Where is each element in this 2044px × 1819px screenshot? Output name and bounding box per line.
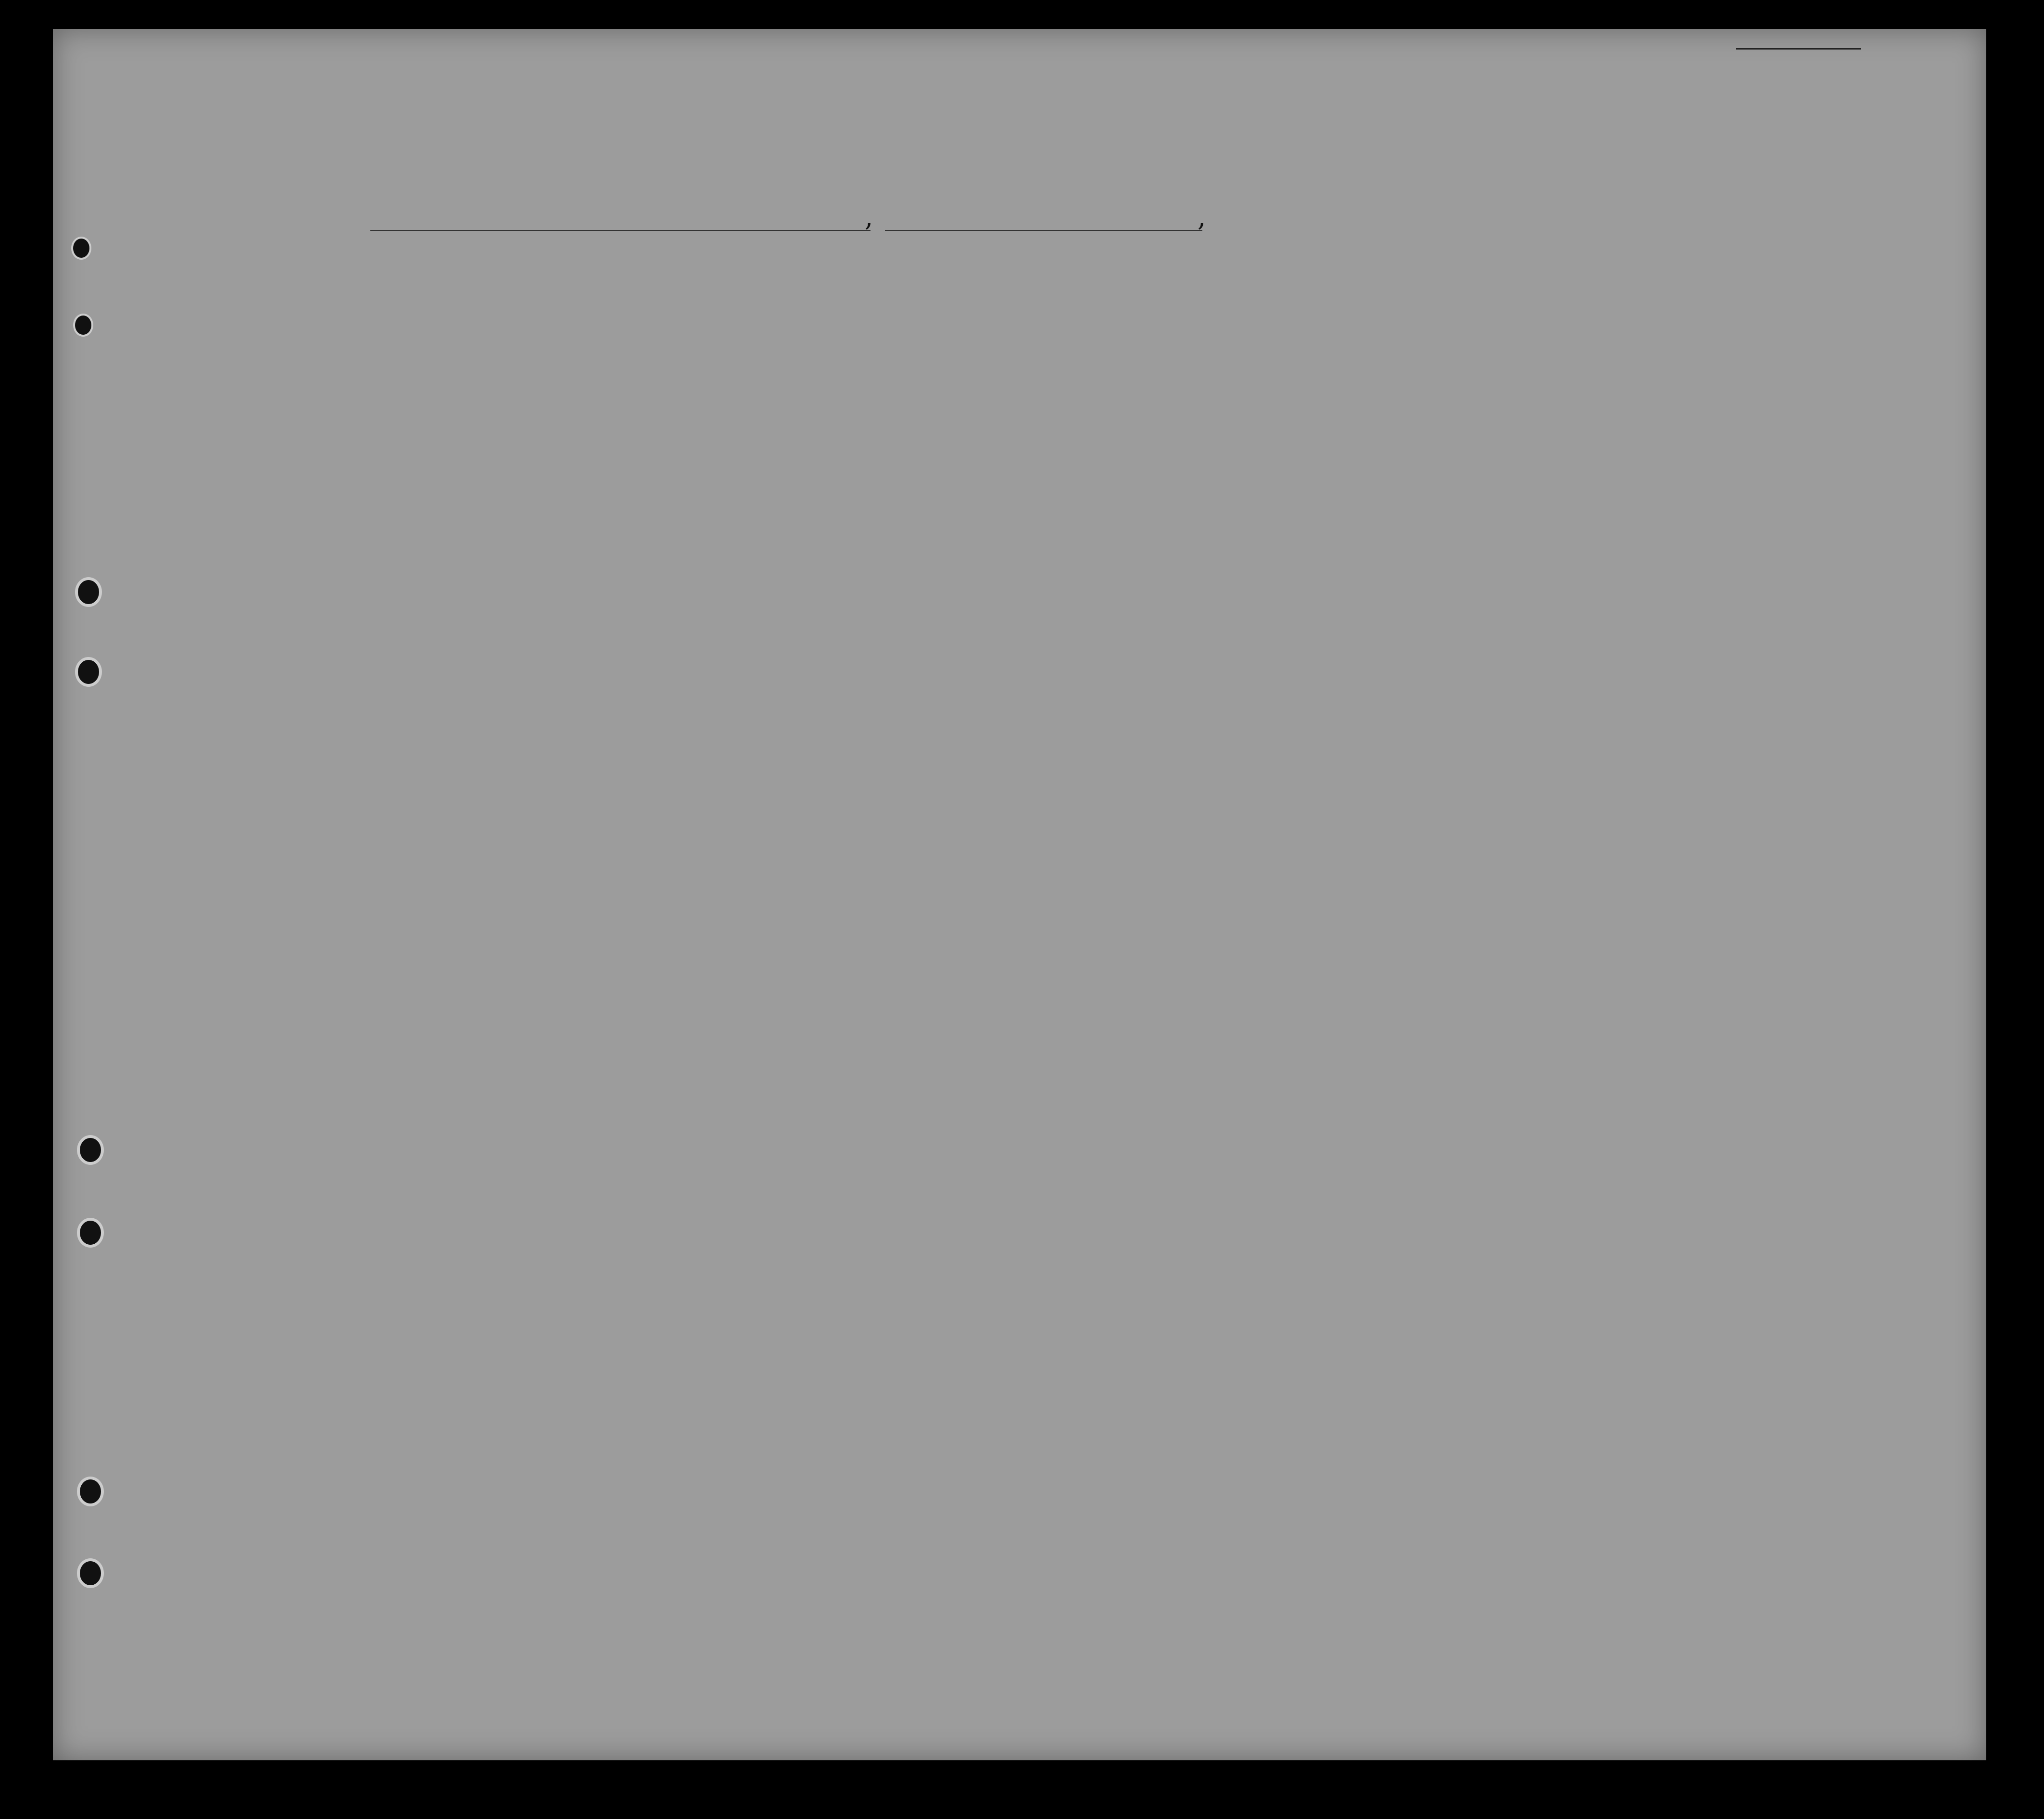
comma: , — [1198, 202, 1206, 232]
comma: , — [865, 202, 873, 232]
